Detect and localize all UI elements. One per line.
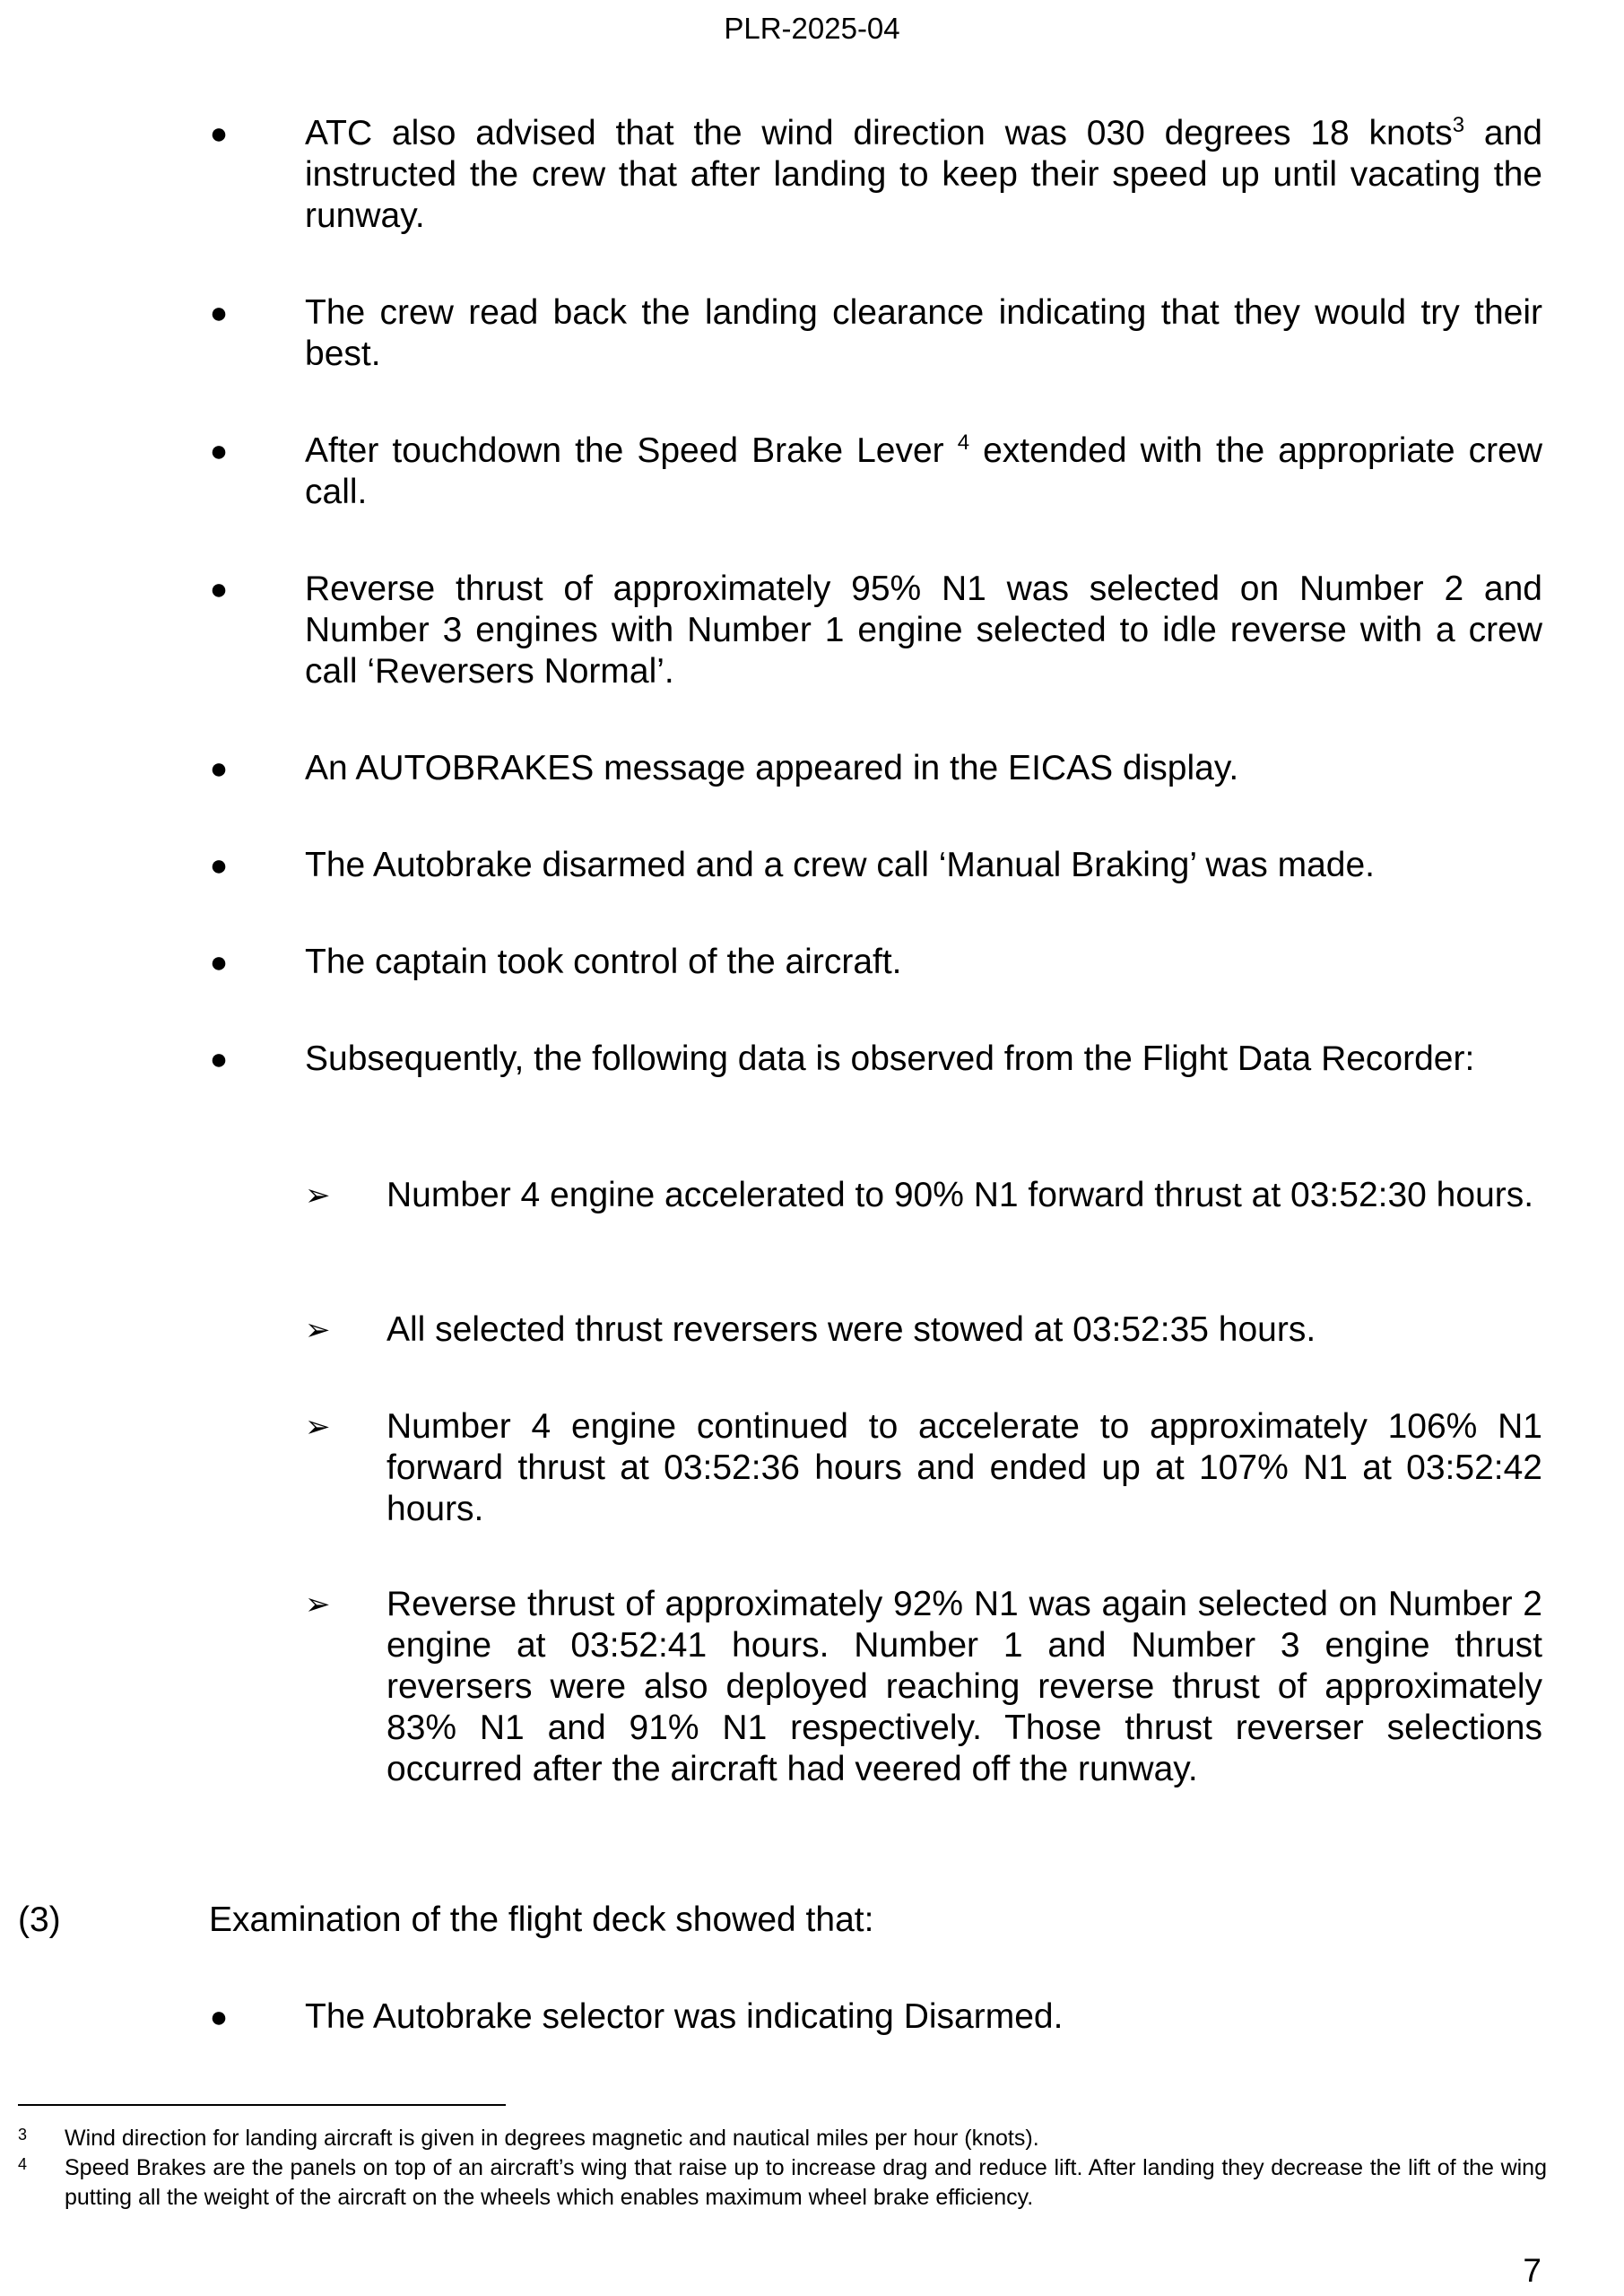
sub-bullet-item: Number 4 engine accelerated to 90% N1 forward thrust at 03:52:30 hours. xyxy=(386,1176,1534,1214)
footnote-3 xyxy=(18,2124,1547,2153)
bullet-item-autobrake-selector: The Autobrake selector was indicating Disarmed. xyxy=(305,1997,1064,2036)
bullet-text: ATC also advised that the wind direction was 030 degrees 18 knots xyxy=(305,114,1453,152)
bullet-text: After touchdown the Speed Brake Lever xyxy=(305,431,958,470)
arrow-bullet-icon: ➢ xyxy=(305,1313,331,1347)
bullet-dot: ● xyxy=(209,434,229,468)
arrow-bullet-icon: ➢ xyxy=(305,1410,331,1444)
bullet-dot: ● xyxy=(209,848,229,883)
section-heading: Examination of the flight deck showed that: xyxy=(209,1900,874,1939)
footnote-text: Wind direction for landing aircraft is given in degrees magnetic and nautical miles per hour (knots). xyxy=(65,2126,1039,2151)
footnote-text: Speed Brakes are the panels on top of an aircraft’s wing that raise up to increase drag and reduce lift. After landing they decrease the lift of the wing putting all the weight of the aircraft on the wheels which enables maximum wheel brake efficiency. xyxy=(65,2155,1547,2210)
bullet-item-readback: The crew read back the landing clearance indicating that they would try their best. xyxy=(305,293,1542,373)
bullet-item-reverse-thrust: Reverse thrust of approximately 95% N1 was selected on Number 2 and Number 3 engines with Number 1 engine selected to idle reverse with a crew call ‘Reversers Normal’. xyxy=(305,570,1542,691)
bullet-dot: ● xyxy=(209,117,229,151)
bullet-dot: ● xyxy=(209,945,229,979)
section-number: (3) xyxy=(18,1900,61,1939)
bullet-dot: ● xyxy=(209,572,229,606)
footnote-separator xyxy=(18,2104,506,2106)
sub-bullet-item: Reverse thrust of approximately 92% N1 was again selected on Number 2 engine at 03:52:41 hours. Number 1 and Number 3 engine thrust reversers were also deployed reaching reverse thrust of approximately 83% N1 and 91% N1 respectively. Those thrust reverser selections occurred after the aircraft had veered off the runway. xyxy=(386,1585,1542,1788)
footnote-ref-3: 3 xyxy=(1452,113,1465,137)
footnote-number: 4 xyxy=(18,2155,28,2173)
arrow-bullet-icon: ➢ xyxy=(305,1587,331,1622)
bullet-item-speed-brake xyxy=(305,430,1542,513)
arrow-bullet-icon: ➢ xyxy=(305,1178,331,1213)
bullet-text-continued: and instructed the crew that after landing to keep their speed up until vacating the runway. xyxy=(305,114,1542,235)
bullet-text-continued: extended with the appropriate crew call. xyxy=(305,431,1542,511)
bullet-item-fdr-data: Subsequently, the following data is observed from the Flight Data Recorder: xyxy=(305,1039,1475,1078)
footnote-4 xyxy=(18,2153,1547,2213)
bullet-item-autobrake-disarmed: The Autobrake disarmed and a crew call ‘Manual Braking’ was made. xyxy=(305,846,1375,884)
bullet-dot: ● xyxy=(209,1042,229,1076)
bullet-item-captain-control: The captain took control of the aircraft. xyxy=(305,943,902,981)
page-number: 7 xyxy=(1523,2252,1541,2289)
sub-bullet-item: All selected thrust reversers were stowed at 03:52:35 hours. xyxy=(386,1310,1316,1349)
bullet-item-wind xyxy=(305,113,1542,237)
bullet-dot: ● xyxy=(209,752,229,786)
bullet-item-autobrakes-message: An AUTOBRAKES message appeared in the EICAS display. xyxy=(305,749,1239,787)
footnote-number: 3 xyxy=(18,2126,28,2144)
bullet-dot: ● xyxy=(209,2000,229,2034)
sub-bullet-item: Number 4 engine continued to accelerate to approximately 106% N1 forward thrust at 03:52:36 hours and ended up at 107% N1 at 03:52:42 hours. xyxy=(386,1407,1542,1528)
bullet-dot: ● xyxy=(209,296,229,330)
report-id-header: PLR-2025-04 xyxy=(724,12,900,45)
footnote-ref-4: 4 xyxy=(957,430,970,455)
